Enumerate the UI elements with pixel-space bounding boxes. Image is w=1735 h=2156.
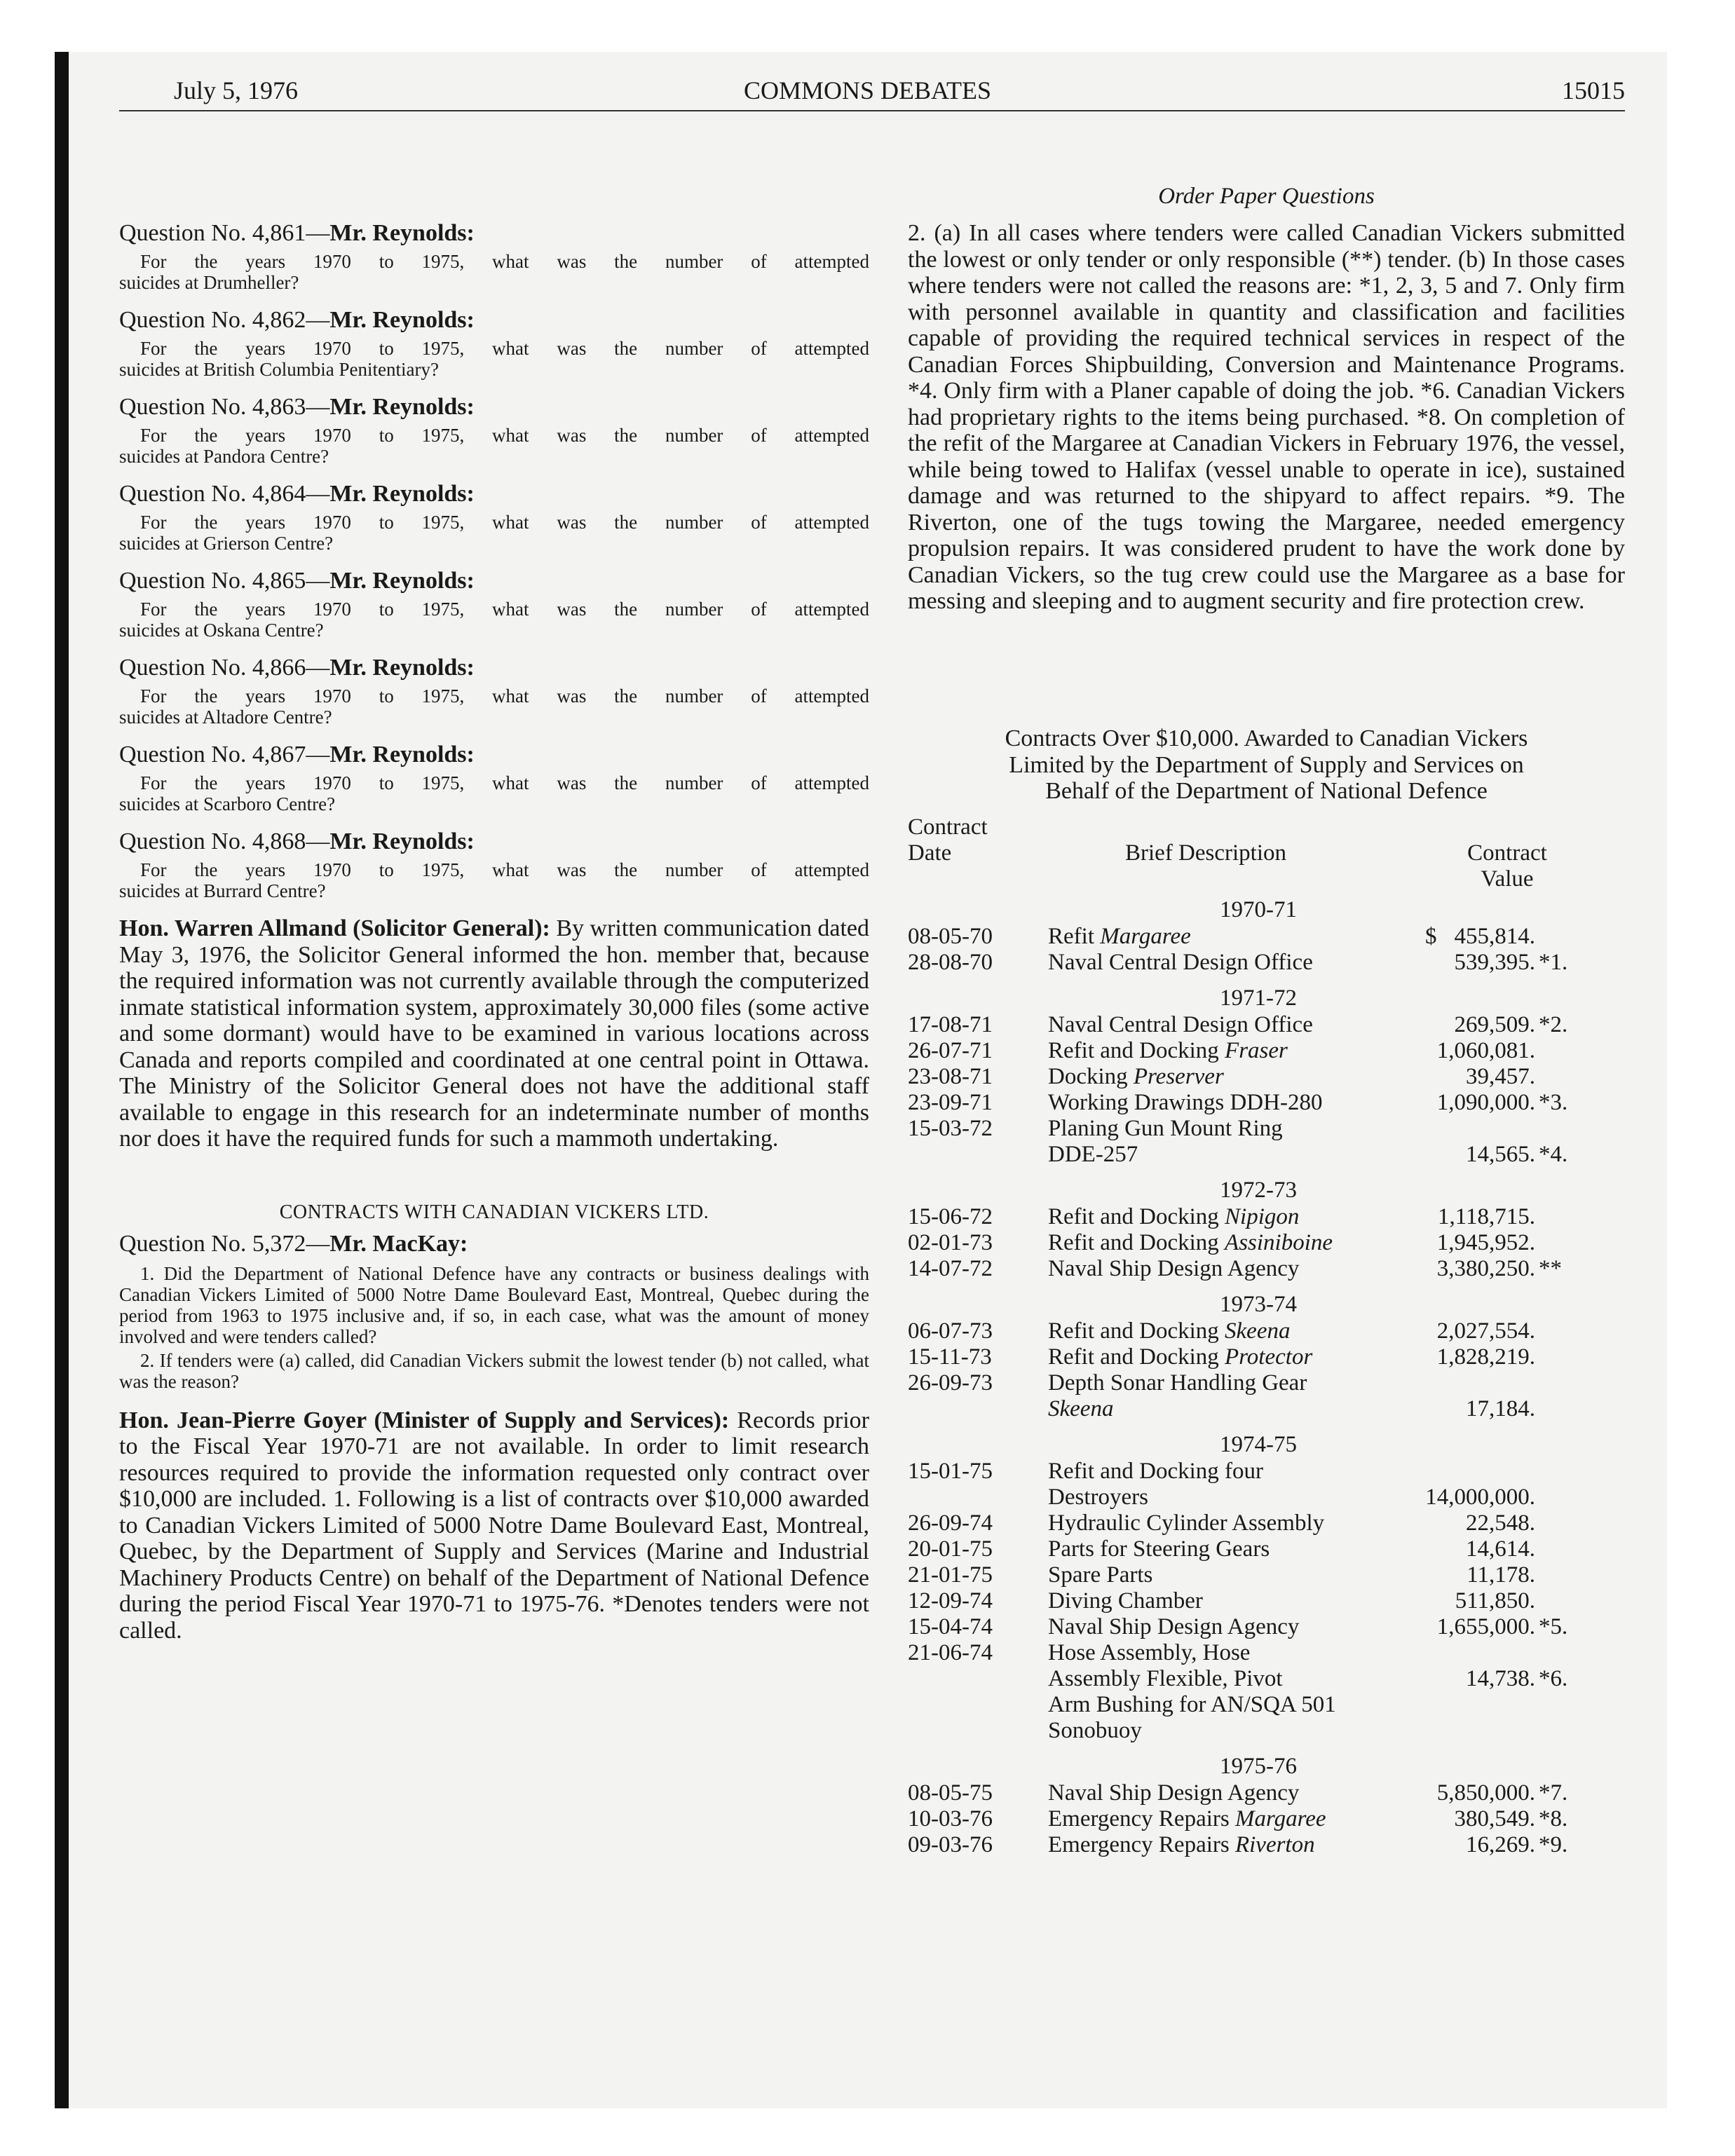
contract-row [908,1038,1626,1063]
contract-value: 17,184. [1466,1396,1535,1421]
fiscal-year-heading: 1975-76 [1220,1754,1297,1779]
contract-value: 1,655,000. [1436,1614,1535,1639]
question-5372-heading: Question No. 5,372—Mr. MacKay: [119,1230,468,1257]
contract-description: Hydraulic Cylinder Assembly [1048,1510,1325,1536]
contract-row-continuation [908,1666,1626,1691]
contract-description: Refit and Docking four [1048,1459,1264,1484]
contract-date: 26-07-71 [908,1038,993,1063]
tender-note: *2. [1539,1012,1568,1037]
contract-value: 14,565. [1466,1142,1535,1167]
table-header-row-2: Date Brief Description Contract [908,840,1547,866]
contract-date: 26-09-74 [908,1510,993,1536]
contract-value: 269,509. [1454,1012,1535,1037]
contract-description: Destroyers [1048,1485,1148,1510]
fiscal-year-heading: 1972-73 [1220,1178,1297,1203]
question-heading: Question No. 4,862—Mr. Reynolds: [119,307,475,333]
contract-description: Naval Ship Design Agency [1048,1614,1300,1639]
contract-description: Emergency Repairs Margaree [1048,1806,1326,1831]
contract-value: 1,060,081. [1436,1038,1535,1063]
contract-date: 12-09-74 [908,1588,993,1613]
header-page-number: 15015 [1562,76,1625,104]
question-5372-part-1: 1. Did the Department of National Defence have any contracts or business dealings with Canadian Vickers Limited of 5000 Notre Dame Boulevard East, Montreal, Quebec during the period from 1963 to 1975 inclusive and, if so, in each case, what was the amount of money involved and were tenders called? [119,1262,869,1347]
contract-description: Docking Preserver [1048,1064,1224,1089]
tender-note: *9. [1539,1832,1568,1857]
ship-name: Margaree [1100,924,1191,949]
contract-row [908,1230,1626,1255]
contract-description: Assembly Flexible, Pivot [1048,1666,1283,1691]
question-heading: Question No. 4,865—Mr. Reynolds: [119,568,475,594]
question-text: For the years 1970 to 1975, what was the number of attempted suicides at Burrard Centre? [119,859,869,901]
contract-value: 1,828,219. [1436,1344,1535,1370]
contract-value: 5,850,000. [1436,1780,1535,1806]
ship-name: Preserver [1133,1064,1224,1089]
contract-description: Arm Bushing for AN/SQA 501 [1048,1692,1336,1717]
contract-description: Naval Central Design Office [1048,1012,1313,1037]
tender-note: *5. [1539,1614,1568,1639]
contract-description: Refit and Docking Fraser [1048,1038,1288,1063]
ship-name: Assiniboine [1225,1230,1333,1255]
question-heading: Question No. 4,868—Mr. Reynolds: [119,828,475,854]
contract-description: Refit and Docking Protector [1048,1344,1313,1370]
contract-date: 21-06-74 [908,1640,993,1665]
dollar-sign: $ [1425,924,1437,949]
table-header-row-3: Value [1481,866,1534,892]
contract-description: Refit Margaree [1048,924,1191,949]
scan-edge-bar [55,52,69,2108]
contract-date: 15-03-72 [908,1116,993,1141]
contract-row [908,1090,1626,1115]
contract-value: 1,090,000. [1436,1090,1535,1115]
contract-value: 3,380,250. [1436,1256,1535,1281]
fiscal-year-heading: 1970-71 [1220,897,1297,922]
contract-row [908,1562,1626,1588]
ship-name: Skeena [1225,1318,1291,1344]
ship-name: Protector [1225,1344,1313,1370]
contract-row [908,1614,1626,1639]
contract-description: Depth Sonar Handling Gear [1048,1370,1307,1396]
contract-row [908,1064,1626,1089]
allmand-text: By written communication dated May 3, 1976, the Solicitor General informed the hon. member that, because the required information was not currently available through the computerized inmate statistical information system, approximately 30,000 files (some active and some dormant) would have to be examined in various locations across Canada and reports compiled and coordinated at one central point in Ottawa. The Ministry of the Solicitor General does not have the additional staff available to engage in this research for an indeterminate number of months nor does it have the required funds for such a mammoth undertaking. [119,915,870,1152]
contract-date: 26-09-73 [908,1370,993,1396]
goyer-speaker: Hon. Jean-Pierre Goyer (Minister of Supply and Services): [119,1407,730,1433]
contract-description: Diving Chamber [1048,1588,1203,1613]
answer-part-2: 2. (a) In all cases where tenders were called Canadian Vickers submitted the lowest or only tender or only responsible (**) tender. (b) In those cases where tenders were not called the reasons are: *1, 2, 3, 5 and 7. Only firm with personnel available in quantity and classification and facilities capable of providing the required technical services in respect of the Canadian Forces Shipbuilding, Conversion and Maintenance Programs. *4. Only firm with a Planer capable of doing the job. *6. Canadian Vickers had proprietary rights to the items being purchased. *8. On completion of the refit of the Margaree at Canadian Vickers in February 1976, the vessel, while being towed to Halifax (vessel unable to operate in ice), sustained damage and was returned to the shipyard to affect repairs. *9. The Riverton, one of the tugs towing the Margaree, needed emergency propulsion repairs. It was considered prudent to have the work done by Canadian Vickers, so the tug crew could use the Margaree as a base for messing and sleeping and to augment security and fire protection crew. [908,220,1625,614]
contract-date: 23-09-71 [908,1090,993,1115]
question-heading: Question No. 4,863—Mr. Reynolds: [119,394,475,420]
allmand-answer [119,915,869,1152]
contract-value: 11,178. [1467,1562,1535,1588]
question-heading: Question No. 4,864—Mr. Reynolds: [119,481,475,507]
table-header-row-1: Contract [908,814,988,840]
contract-value: 14,614. [1466,1536,1535,1562]
contract-description: Spare Parts [1048,1562,1153,1588]
contract-row-continuation [908,1396,1626,1421]
contract-value: 511,850. [1455,1588,1535,1613]
tender-note: *7. [1539,1780,1568,1806]
contract-date: 02-01-73 [908,1230,993,1255]
ship-name: Nipigon [1225,1204,1300,1229]
fiscal-year-heading: 1971-72 [1220,985,1297,1011]
contract-description: Working Drawings DDH-280 [1048,1090,1323,1115]
ship-name: Fraser [1225,1038,1288,1063]
contract-row [908,1204,1626,1229]
contract-row [908,924,1626,949]
contract-row [908,950,1626,975]
contract-value: 539,395. [1454,950,1535,975]
running-title: Order Paper Questions [1158,184,1375,209]
contract-row [908,1780,1626,1806]
contract-description: DDE-257 [1048,1142,1138,1167]
contract-description: Hose Assembly, Hose [1048,1640,1251,1665]
contract-description: Parts for Steering Gears [1048,1536,1270,1562]
contract-date: 15-11-73 [908,1344,992,1370]
header-date: July 5, 1976 [174,76,299,104]
contract-date: 10-03-76 [908,1806,993,1831]
question-text: For the years 1970 to 1975, what was the number of attempted suicides at Altadore Centre? [119,685,869,728]
contract-row [908,1510,1626,1536]
contract-description: Refit and Docking Nipigon [1048,1204,1300,1229]
contract-description: Refit and Docking Assiniboine [1048,1230,1333,1255]
contract-value: 16,269. [1466,1832,1535,1857]
question-text: For the years 1970 to 1975, what was the number of attempted suicides at Drumheller? [119,251,869,293]
contract-row [908,1536,1626,1562]
contract-value: 380,549. [1454,1806,1535,1831]
header-rule [119,110,1625,111]
contract-row-continuation [908,1485,1626,1510]
contract-row [908,1588,1626,1613]
contract-description: Naval Ship Design Agency [1048,1780,1300,1806]
contract-date: 28-08-70 [908,950,993,975]
question-text: For the years 1970 to 1975, what was the number of attempted suicides at Pandora Centre? [119,425,869,467]
contract-value: 14,738. [1466,1666,1535,1691]
contract-date: 14-07-72 [908,1256,993,1281]
ship-name: Margaree [1234,1806,1326,1831]
contract-date: 09-03-76 [908,1832,993,1857]
question-text: For the years 1970 to 1975, what was the number of attempted suicides at Scarboro Centre? [119,772,869,814]
question-text: For the years 1970 to 1975, what was the number of attempted suicides at Grierson Centre? [119,512,869,554]
table-title: Contracts Over $10,000. Awarded to Canadian Vickers Limited by the Department of Supply and Services on Behalf of the Department of National Defence [1005,725,1528,804]
contract-description: Planing Gun Mount Ring [1048,1116,1283,1141]
tender-note: *4. [1539,1142,1568,1167]
fiscal-year-heading: 1974-75 [1220,1432,1297,1457]
contract-row-continuation [908,1718,1626,1743]
contract-description: Naval Central Design Office [1048,950,1313,975]
contract-date: 15-01-75 [908,1459,993,1484]
header-title: COMMONS DEBATES [743,76,992,104]
contract-date: 08-05-70 [908,924,993,949]
left-column [119,119,869,1644]
question-5372-part-2: 2. If tenders were (a) called, did Canadian Vickers submit the lowest tender (b) not called, what was the reason? [119,1349,869,1392]
contract-row [908,1806,1626,1831]
contract-value: 455,814. [1454,924,1535,949]
contract-row [908,1370,1626,1396]
goyer-text: Records prior to the Fiscal Year 1970-71 are not available. In order to limit research resources required to provide the information requested only contract over $10,000 are included. 1. Following is a list of contracts over $10,000 awarded to Canadian Vickers Limited of 5000 Notre Dame Boulevard East, Montreal, Quebec, by the Department of Supply and Services (Marine and Industrial Machinery Products Centre) on behalf of the Department of National Defence during the period Fiscal Year 1970-71 to 1975-76. *Denotes tenders were not called. [119,1407,870,1644]
tender-note: ** [1539,1256,1562,1281]
contract-description: Refit and Docking Skeena [1048,1318,1291,1344]
question-text: For the years 1970 to 1975, what was the number of attempted suicides at British Columbia Penitentiary? [119,338,869,380]
question-list [119,219,869,901]
goyer-answer [119,1407,869,1644]
contract-row [908,1318,1626,1344]
contract-description [1048,1396,1469,1421]
contract-row [908,1012,1626,1037]
contract-value: 39,457. [1466,1064,1535,1089]
contract-value: 14,000,000. [1425,1485,1535,1510]
contract-date: 15-04-74 [908,1614,993,1639]
tender-note: *6. [1539,1666,1568,1691]
contract-row-continuation [908,1142,1626,1167]
question-heading: Question No. 4,866—Mr. Reynolds: [119,655,475,681]
tender-note: *8. [1539,1806,1568,1831]
contract-date: 21-01-75 [908,1562,993,1588]
ship-name: Skeena [1048,1396,1114,1421]
contract-row [908,1640,1626,1665]
contract-description: Sonobuoy [1048,1718,1142,1743]
contract-row [908,1344,1626,1370]
contract-description: Emergency Repairs Riverton [1048,1832,1315,1857]
fiscal-year-heading: 1973-74 [1220,1292,1297,1317]
contract-row [908,1832,1626,1857]
contract-date: 15-06-72 [908,1204,993,1229]
contract-description: Naval Ship Design Agency [1048,1256,1300,1281]
question-heading: Question No. 4,861—Mr. Reynolds: [119,220,475,246]
contract-row [908,1116,1626,1141]
question-text: For the years 1970 to 1975, what was the number of attempted suicides at Oskana Centre? [119,599,869,641]
contract-date: 23-08-71 [908,1064,993,1089]
contract-row [908,1459,1626,1484]
contract-value: 1,118,715. [1437,1204,1535,1229]
question-heading: Question No. 4,867—Mr. Reynolds: [119,742,475,767]
contract-date: 06-07-73 [908,1318,993,1344]
contract-value: 2,027,554. [1436,1318,1535,1344]
contract-date: 20-01-75 [908,1536,993,1562]
contract-value: 1,945,952. [1436,1230,1535,1255]
ship-name: Riverton [1234,1832,1315,1857]
tender-note: *1. [1539,950,1568,975]
contract-row-continuation [908,1692,1626,1717]
tender-note: *3. [1539,1090,1568,1115]
allmand-speaker: Hon. Warren Allmand (Solicitor General): [119,915,550,941]
section-title: CONTRACTS WITH CANADIAN VICKERS LTD. [279,1201,709,1223]
contract-date: 17-08-71 [908,1012,993,1037]
contract-value: 22,548. [1466,1510,1535,1536]
contract-date: 08-05-75 [908,1780,993,1806]
contract-row [908,1256,1626,1281]
